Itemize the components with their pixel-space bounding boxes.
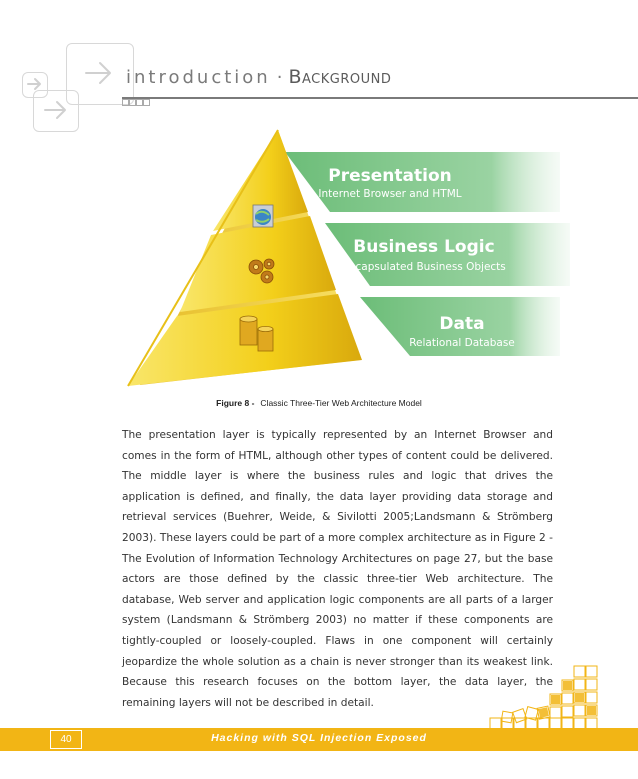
layer-title-business-logic: Business Logic bbox=[353, 237, 495, 257]
figure-label: Figure 8 - bbox=[216, 398, 255, 408]
layer-subtitle-data: Relational Database bbox=[409, 337, 515, 349]
header-separator: · bbox=[276, 67, 283, 88]
page-number: 40 bbox=[50, 730, 82, 749]
figure-caption bbox=[0, 398, 638, 408]
page-footer bbox=[0, 728, 638, 751]
layer-subtitle-business-logic: Encapsulated Business Objects bbox=[342, 261, 506, 273]
section-title: introduction bbox=[126, 67, 271, 88]
globe-icon bbox=[253, 205, 273, 227]
decorative-squares bbox=[484, 660, 604, 732]
layer-subtitle-presentation: Internet Browser and HTML bbox=[318, 188, 462, 200]
layer-title-data: Data bbox=[439, 314, 485, 334]
body-paragraph: The presentation layer is typically represented by an Internet Browser and comes in the form of HTML, although other types of content could be delivered. The middle layer is where the business rules and logic that drives the application is defined, and finally, the data layer providing data storage and retrieval services (Buehrer, Weide, & Sivilotti 2005;Landsmann & Strömberg 2003). These layers could be part of a more complex architecture as in Figure 2 - The Evolution of Information Technology Architectures on page 27, but the base actors are those defined by the classic three-tier Web architecture. The database, Web server and application logic components are all parts of a larger system (Landsmann & Strömberg 2003) no matter if these components are tightly-coupled or loosely-coupled. Flaws in one component will certainly jeopardize the whole solution as a chain is never stronger than its weakest link. Because this research focuses on the bottom layer, the data layer, the remaining layers will not be described in detail. bbox=[122, 429, 553, 709]
subsection-title: Background bbox=[288, 66, 392, 88]
footer-title: Hacking with SQL Injection Exposed bbox=[211, 732, 427, 744]
figure-caption-text: Classic Three-Tier Web Architecture Model bbox=[260, 398, 422, 408]
layer-title-presentation: Presentation bbox=[328, 166, 452, 186]
